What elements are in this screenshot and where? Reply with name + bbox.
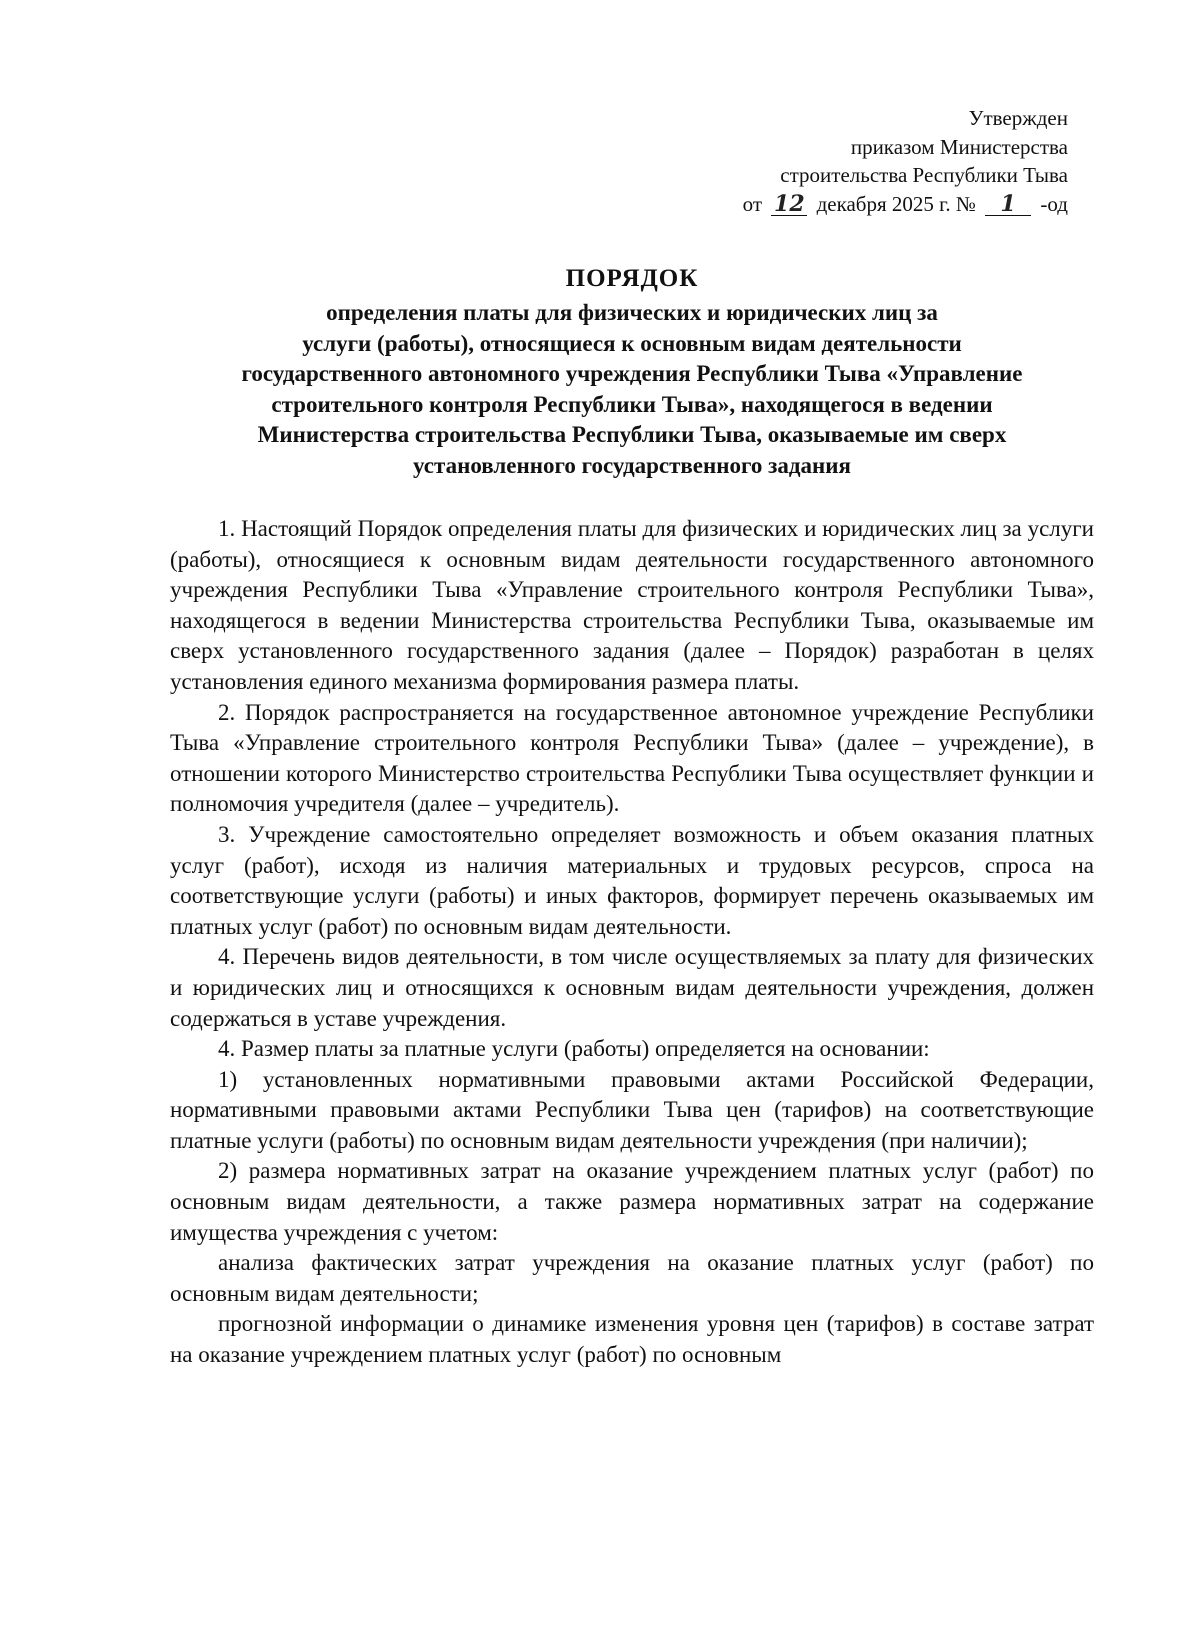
approval-line-date bbox=[743, 190, 1068, 219]
approval-stamp-block bbox=[743, 104, 1068, 218]
date-prefix: от bbox=[742, 191, 763, 216]
subtitle-line: Министерства строительства Республики Тыва, оказываемые им сверх bbox=[257, 422, 1007, 447]
handwritten-order-number: 1 bbox=[985, 193, 1031, 216]
subtitle-line: услуги (работы), относящиеся к основным видам деятельности bbox=[302, 330, 962, 356]
paragraph-3: 3. Учреждение самостоятельно определяет возможность и объем оказания платных услуг (работ), исходя из наличия материальных и трудовых ресурсов, спроса на соответствующие услуги (работы) и иных факторов, формирует перечень оказываемых им платных услуг (работ) по основным видам деятельности. bbox=[170, 821, 1094, 939]
approval-line-ministry: строительства Республики Тыва bbox=[780, 163, 1068, 187]
document-subtitle bbox=[170, 298, 1094, 481]
date-month-year: декабря 2025 г. № bbox=[816, 191, 976, 216]
subtitle-line: строительного контроля Республики Тыва», находящегося в ведении bbox=[271, 391, 993, 417]
document-title: ПОРЯДОК bbox=[565, 265, 699, 292]
approval-line-order: приказом Министерства bbox=[850, 134, 1068, 159]
subtitle-line: определения платы для физических и юридических лиц за bbox=[326, 300, 938, 325]
subitem-2: 2) размера нормативных затрат на оказание учреждением платных услуг (работ) по основным видам деятельности, а также размера нормативных затрат на содержание имущества учреждения с учетом: bbox=[170, 1158, 1094, 1245]
order-suffix: -од bbox=[1040, 191, 1068, 216]
approval-line-approved: Утвержден bbox=[968, 106, 1068, 130]
subtitle-line: государственного автономного учреждения Республики Тыва «Управление bbox=[241, 361, 1023, 386]
paragraph-1: 1. Настоящий Порядок определения платы для физических и юридических лиц за услуги (работы), относящиеся к основным видам деятельности государственного автономного учреждения Республики Тыва «Управление строительного контроля Республики Тыва», находящегося в ведении Министерства строительства Республики Тыва, оказываемые им сверх установленного государственного задания (далее – Порядок) разработан в целях установления единого механизма формирования размера платы. bbox=[170, 516, 1094, 694]
paragraph-2: 2. Порядок распространяется на государственное автономное учреждение Республики Тыва «Управление строительного контроля Республики Тыва» (далее – учреждение), в отношении которого Министерство строительства Республики Тыва осуществляет функции и полномочия учредителя (далее – учредитель). bbox=[170, 699, 1094, 817]
subitem-2-analysis: анализа фактических затрат учреждения на оказание платных услуг (работ) по основным видам деятельности; bbox=[170, 1250, 1094, 1306]
subtitle-line: установленного государственного задания bbox=[413, 452, 851, 478]
paragraph-4-activities: 4. Перечень видов деятельности, в том числе осуществляемых за плату для физических и юридических лиц и относящихся к основным видам деятельности учреждения, должен содержаться в уставе учреждения. bbox=[170, 944, 1094, 1031]
subitem-1: 1) установленных нормативными правовыми актами Российской Федерации, нормативными правовыми актами Республики Тыва цен (тарифов) на соответствующие платные услуги (работы) по основным видам деятельности учреждения (при наличии); bbox=[170, 1066, 1094, 1153]
document-title-block bbox=[170, 262, 1094, 481]
subitem-2-forecast: прогнозной информации о динамике изменения уровня цен (тарифов) в составе затрат на оказание учреждением платных услуг (работ) по основным bbox=[170, 1311, 1094, 1368]
handwritten-day: 12 bbox=[771, 193, 807, 216]
paragraph-4-fee-basis: 4. Размер платы за платные услуги (работы) определяется на основании: bbox=[218, 1036, 930, 1062]
document-body bbox=[170, 514, 1094, 1371]
